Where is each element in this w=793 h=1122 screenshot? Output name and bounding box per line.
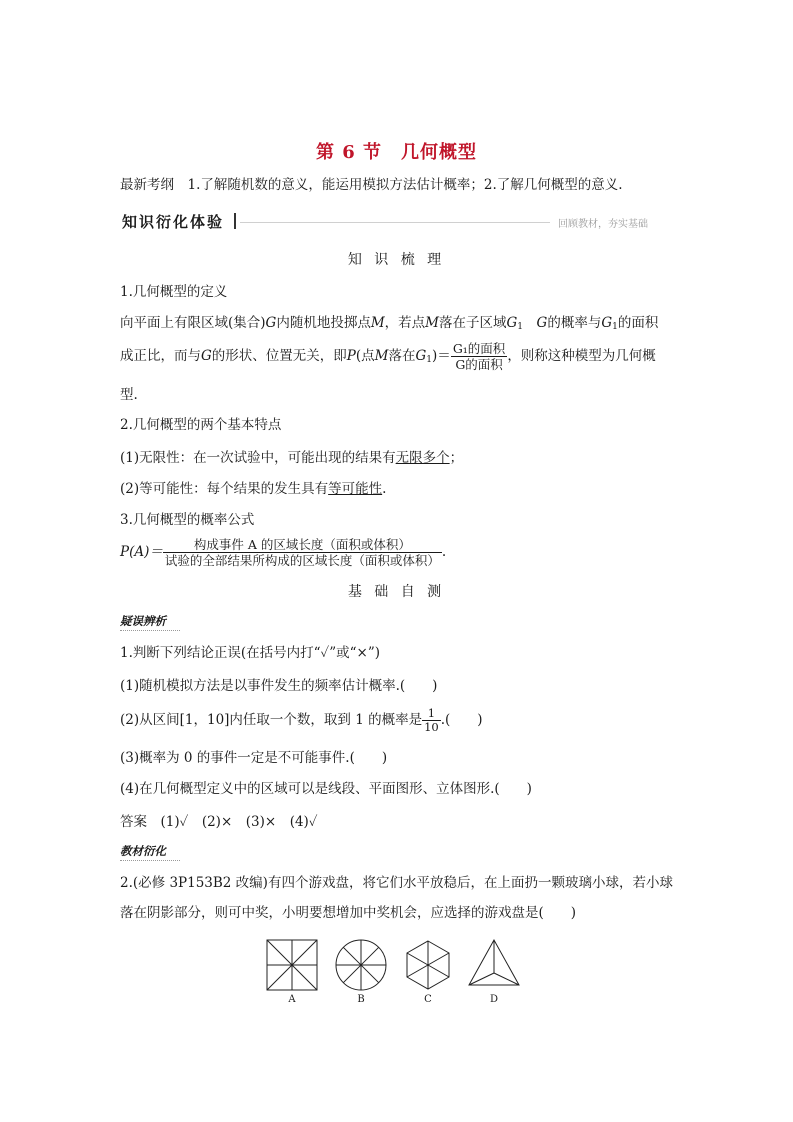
section-heading-knowledge: 知 识 梳 理: [347, 252, 446, 268]
label-b: B: [357, 994, 365, 1005]
banner-title: 知识衍化体验: [122, 213, 225, 231]
tag-misconception: 疑误辨析: [120, 614, 166, 628]
label-d: D: [489, 994, 499, 1005]
q2-line2: 落在阴影部分，则可中奖，小明要想增加中奖机会，应选择的游戏盘是( ): [120, 905, 577, 921]
item2-line1: (1)无限性：在一次试验中，可能出现的结果有无限多个；: [120, 450, 464, 466]
section-heading-self-test: 基 础 自 测: [347, 584, 446, 600]
tag-underline: [120, 630, 180, 631]
item3-formula: P(A)＝ $\frac{\text{构成事件 A 的区域长度（面积或体积）}}{\text{试验的全部结果所构成的区域长度（面积或体积）}}$ .: [120, 537, 447, 568]
q2-line1: 2.(必修 3P153B2 改编)有四个游戏盘，将它们水平放稳后，在上面扔一颗玻璃小球，若小球: [120, 875, 673, 891]
syllabus-text: 1.了解随机数的意义，能运用模拟方法估计概率；2.了解几何概型的意义.: [187, 177, 623, 193]
q1-statement-2: (2)从区间[1，10]内任取一个数，取到 1 的概率是 $\frac{1}{10}$ .( ): [120, 706, 483, 734]
item2-title: 2.几何概型的两个基本特点: [120, 417, 282, 433]
item1-title: 1.几何概型的定义: [120, 284, 228, 300]
item3-title: 3.几何概型的概率公式: [120, 512, 255, 528]
syllabus: [120, 175, 623, 195]
formula-fraction: $\frac{\text{构成事件 A 的区域长度（面积或体积）}}{\text{试验的全部结果所构成的区域长度（面积或体积）}}$: [164, 537, 440, 568]
banner-divider: [234, 213, 236, 229]
item2-line2: (2)等可能性：每个结果的发生具有等可能性.: [120, 481, 387, 497]
board-a: [267, 940, 317, 990]
banner-subtitle: 回顾教材，夯实基础: [558, 219, 648, 230]
q1-statement-3: (3)概率为 0 的事件一定是不可能事件.( ): [120, 750, 388, 766]
label-c: C: [424, 994, 432, 1005]
syllabus-label: 最新考纲: [120, 177, 174, 193]
page-title: 第 6 节 几何概型: [315, 142, 478, 163]
label-a: A: [288, 994, 296, 1005]
q1-title: 1.判断下列结论正误(在括号内打“✓”或“×”): [120, 645, 381, 661]
banner-rule: [240, 222, 550, 223]
q1-fraction: $\frac{1}{10}$: [424, 706, 439, 734]
probability-fraction: $\frac{\text{G₁的面积}}{\text{G的面积}}$: [452, 341, 506, 372]
tag-textbook: 教材衍化: [120, 844, 166, 858]
item1-line3: 型.: [120, 387, 138, 403]
item1-line2: 成正比，而与G的形状、位置无关，即P(点M落在$G_1)=$ $\frac{\text{G₁的面积}}{\text{G的面积}}$ ，则称这种模型为几何概: [120, 341, 656, 372]
board-d: [469, 940, 519, 985]
item1-line1: 向平面上有限区域(集合)G内随机地投掷点M，若点M落在子区域$G_1$ G的概率与$G_1$的面积: [120, 315, 659, 332]
board-c: [407, 941, 449, 989]
q1-statement-4: (4)在几何概型定义中的区域可以是线段、平面图形、立体图形.( ): [120, 781, 532, 797]
q1-statement-1: (1)随机模拟方法是以事件发生的频率估计概率.( ): [120, 678, 438, 694]
tag-underline-2: [120, 860, 180, 861]
game-boards-figure: [260, 935, 520, 995]
q1-answer: 答案 (1)✓ (2)× (3)× (4)✓: [120, 814, 318, 830]
board-b: [336, 940, 386, 990]
